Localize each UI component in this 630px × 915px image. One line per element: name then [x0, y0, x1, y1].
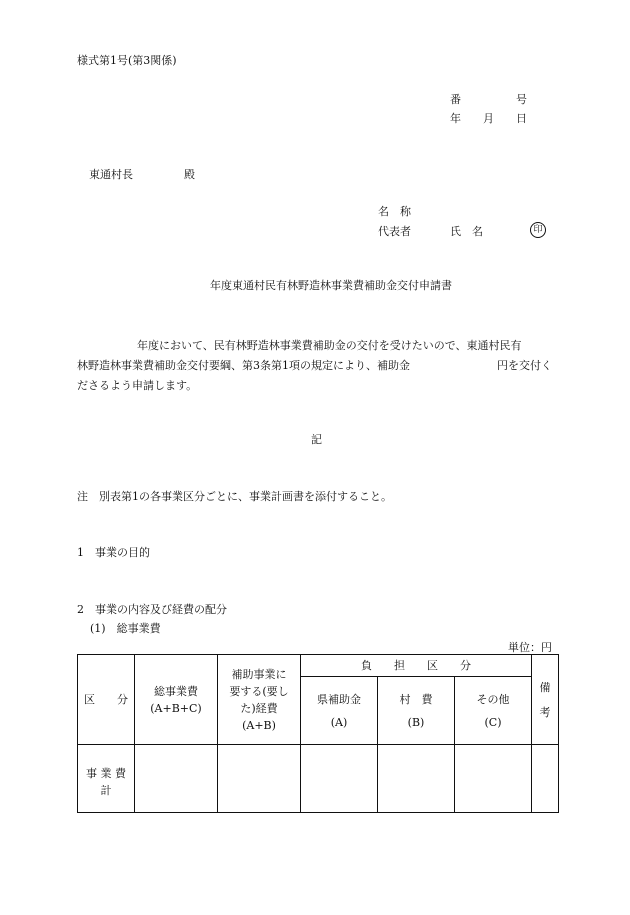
note-text: 注 別表第1の各事業区分ごとに、事業計画書を添付すること。 — [77, 490, 392, 503]
cell-pref[interactable] — [301, 745, 378, 813]
header-other-line1: その他 — [476, 692, 510, 706]
cell-remarks[interactable] — [532, 745, 559, 813]
addressee-honorific: 殿 — [184, 168, 195, 181]
subsection-heading: (1) 総事業費 — [90, 622, 161, 635]
section-2-heading: 2 事業の内容及び経費の配分 — [77, 603, 227, 616]
header-remarks-line2: 考 — [539, 705, 551, 719]
header-village-line1: 村 費 — [399, 692, 433, 706]
header-village-line2: (B) — [407, 715, 425, 729]
header-kubun — [78, 655, 135, 745]
header-total-line1: 総事業費 — [154, 684, 198, 698]
header-total — [135, 655, 218, 745]
row-label — [78, 745, 135, 813]
section-1-heading: 1 事業の目的 — [77, 546, 150, 559]
header-burden-text: 負 担 区 分 — [361, 659, 471, 672]
header-total-line2: (A+B+C) — [150, 701, 202, 715]
seal-icon — [530, 222, 546, 238]
cell-village[interactable] — [378, 745, 455, 813]
applicant-person-label: 氏 名 — [450, 225, 483, 238]
seal-mark: 印 — [530, 222, 546, 238]
header-eligible — [218, 655, 301, 745]
applicant-rep-label: 代表者 — [378, 225, 411, 238]
row-label-line2: 計 — [100, 784, 112, 797]
ki-heading: 記 — [311, 433, 322, 446]
header-kubun-text: 区 分 — [84, 693, 128, 706]
header-burden — [301, 655, 532, 677]
form-number: 様式第1号(第3関係) — [77, 54, 177, 67]
header-remarks-line1: 備 — [539, 680, 551, 694]
header-other — [455, 677, 532, 745]
cell-other[interactable] — [455, 745, 532, 813]
cell-eligible[interactable] — [218, 745, 301, 813]
cell-total[interactable] — [135, 745, 218, 813]
header-pref-line1: 県補助金 — [317, 692, 361, 706]
header-other-line2: (C) — [484, 715, 502, 729]
header-eligible-line1: 補助事業に — [231, 667, 287, 681]
header-remarks — [532, 655, 559, 745]
expense-table — [77, 654, 559, 813]
body-line-2: 林野造林事業費補助金交付要綱、第3条第1項の規定により、補助金 — [77, 359, 410, 372]
header-pref — [301, 677, 378, 745]
header-pref-line2: (A) — [330, 715, 348, 729]
row-label-line1: 事 業 費 — [86, 767, 126, 780]
document-number: 番 号 — [450, 93, 527, 106]
header-eligible-line4: (A+B) — [242, 718, 276, 732]
addressee-name: 東通村長 — [89, 168, 133, 181]
body-line-2-end: 円を交付く — [497, 359, 552, 372]
header-eligible-line2: 要する(要し — [229, 684, 289, 698]
document-date: 年 月 日 — [450, 112, 527, 125]
header-village — [378, 677, 455, 745]
body-line-3: ださるよう申請します。 — [77, 379, 198, 392]
unit-label: 単位：円 — [508, 641, 552, 654]
applicant-name-label: 名 称 — [378, 205, 411, 218]
header-eligible-line3: た)経費 — [240, 701, 278, 715]
document-title: 年度東通村民有林野造林事業費補助金交付申請書 — [210, 279, 452, 292]
body-line-1: 年度において、民有林野造林事業費補助金の交付を受けたいので、東通村民有 — [137, 339, 522, 352]
